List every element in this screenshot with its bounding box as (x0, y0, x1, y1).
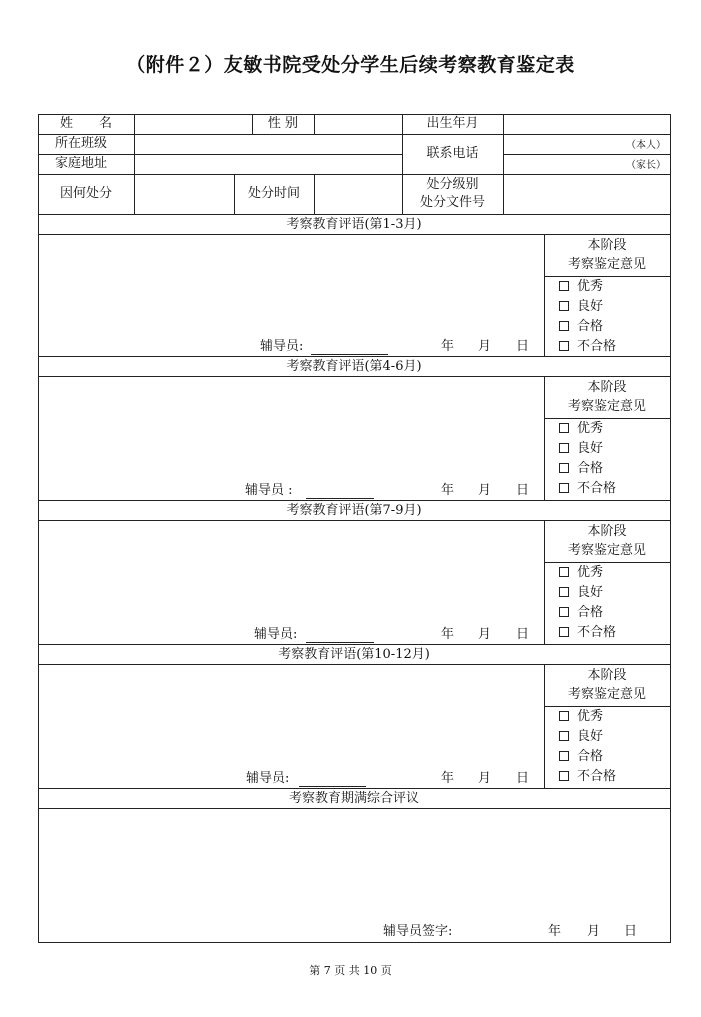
opinion-option[interactable] (559, 769, 616, 785)
counselor-label: 辅导员: (260, 339, 304, 354)
month-label: 月 (478, 771, 492, 786)
option-label: 良好 (577, 299, 604, 314)
year-label: 年 (441, 339, 455, 354)
year-label: 年 (441, 483, 455, 498)
summary-header: 考察教育期满综合评议 (288, 791, 419, 806)
document-number-label: 处分文件号 (419, 195, 485, 210)
checkbox[interactable] (559, 321, 569, 331)
checkbox[interactable] (559, 711, 569, 721)
option-label: 良好 (577, 729, 604, 744)
option-label: 良好 (577, 585, 604, 600)
opinion-option[interactable] (559, 585, 603, 601)
reason-label: 因何处分 (59, 186, 112, 201)
stage-header: 考察教育评语(第10-12月) (278, 647, 430, 662)
page-footer: 第 7 页 共 10 页 (309, 964, 392, 977)
punish-time-field[interactable] (315, 175, 401, 213)
checkbox[interactable] (559, 751, 569, 761)
checkbox[interactable] (559, 423, 569, 433)
opinion-option[interactable] (559, 481, 616, 497)
counselor-signature-field[interactable] (299, 773, 366, 787)
checkbox[interactable] (559, 731, 569, 741)
stage-header: 考察教育评语(第1-3月) (286, 217, 422, 232)
name-field[interactable] (135, 115, 251, 133)
opinion-option[interactable] (559, 709, 603, 725)
summary-day-label: 日 (624, 924, 638, 939)
checkbox[interactable] (559, 463, 569, 473)
stage-comment-area[interactable] (39, 521, 543, 623)
opinion-option[interactable] (559, 441, 603, 457)
option-label: 合格 (577, 605, 604, 620)
opinion-title-rule (544, 706, 671, 707)
opinion-title-rule (544, 418, 671, 419)
counselor-signature-field[interactable] (306, 485, 374, 499)
year-label: 年 (441, 771, 455, 786)
summary-year-label: 年 (548, 924, 562, 939)
table-rule (38, 500, 671, 501)
table-rule (38, 214, 671, 215)
opinion-option[interactable] (559, 605, 603, 621)
level-field[interactable] (504, 175, 669, 213)
option-label: 不合格 (577, 625, 617, 640)
day-label: 日 (516, 627, 530, 642)
opinion-option[interactable] (559, 625, 616, 641)
option-label: 良好 (577, 441, 604, 456)
counselor-signature-field[interactable] (306, 629, 374, 643)
checkbox[interactable] (559, 607, 569, 617)
checkbox[interactable] (559, 281, 569, 291)
day-label: 日 (516, 339, 530, 354)
opinion-subtitle: 考察鉴定意见 (567, 257, 646, 272)
opinion-option[interactable] (559, 279, 603, 295)
checkbox[interactable] (559, 567, 569, 577)
opinion-option[interactable] (559, 339, 616, 355)
opinion-subtitle: 考察鉴定意见 (567, 399, 646, 414)
gender-label: 性 别 (267, 116, 299, 131)
opinion-title-rule (544, 562, 671, 563)
summary-comment-area[interactable] (39, 809, 669, 919)
day-label: 日 (516, 771, 530, 786)
checkbox[interactable] (559, 483, 569, 493)
month-label: 月 (478, 627, 492, 642)
summary-month-label: 月 (587, 924, 601, 939)
option-label: 合格 (577, 319, 604, 334)
checkbox[interactable] (559, 301, 569, 311)
birth-field[interactable] (504, 115, 669, 133)
gender-field[interactable] (315, 115, 401, 133)
option-label: 合格 (577, 749, 604, 764)
phone-parent-field[interactable] (504, 155, 624, 173)
opinion-option[interactable] (559, 565, 603, 581)
stage-header: 考察教育评语(第7-9月) (286, 503, 422, 518)
address-label: 家庭地址 (55, 156, 108, 171)
name-label: 姓 名 (59, 116, 112, 131)
option-label: 合格 (577, 461, 604, 476)
signature-label: 辅导员签字: (383, 924, 453, 939)
opinion-title: 本阶段 (587, 668, 627, 683)
option-label: 优秀 (577, 279, 604, 294)
opinion-subtitle: 考察鉴定意见 (567, 687, 646, 702)
opinion-option[interactable] (559, 729, 603, 745)
opinion-option[interactable] (559, 461, 603, 477)
address-field[interactable] (135, 155, 401, 173)
phone-self-field[interactable] (504, 135, 624, 153)
document-title: （附件２）友敏书院受处分学生后续考察教育鉴定表 (126, 54, 575, 76)
opinion-title: 本阶段 (587, 524, 627, 539)
checkbox[interactable] (559, 341, 569, 351)
counselor-label: 辅导员: (254, 627, 298, 642)
opinion-title: 本阶段 (587, 380, 627, 395)
checkbox[interactable] (559, 443, 569, 453)
opinion-option[interactable] (559, 421, 603, 437)
phone-parent-label: （家长） (626, 160, 666, 171)
counselor-signature-field[interactable] (311, 341, 388, 355)
class-field[interactable] (135, 135, 401, 153)
opinion-option[interactable] (559, 299, 603, 315)
counselor-label: 辅导员: (246, 771, 290, 786)
option-label: 优秀 (577, 565, 604, 580)
checkbox[interactable] (559, 627, 569, 637)
opinion-option[interactable] (559, 319, 603, 335)
opinion-title: 本阶段 (587, 238, 627, 253)
counselor-label: 辅导员 : (245, 483, 293, 498)
opinion-option[interactable] (559, 749, 603, 765)
month-label: 月 (478, 339, 492, 354)
table-rule (38, 788, 671, 789)
opinion-title-rule (544, 276, 671, 277)
birth-label: 出生年月 (426, 116, 479, 131)
stage-comment-area[interactable] (39, 377, 543, 479)
checkbox[interactable] (559, 771, 569, 781)
table-rule (38, 644, 671, 645)
option-label: 不合格 (577, 339, 617, 354)
checkbox[interactable] (559, 587, 569, 597)
stage-header: 考察教育评语(第4-6月) (286, 359, 422, 374)
signature-field[interactable] (465, 922, 535, 938)
table-border-bottom (38, 942, 671, 943)
phone-self-label: （本人） (626, 140, 666, 151)
option-label: 优秀 (577, 421, 604, 436)
reason-field[interactable] (135, 175, 233, 213)
stage-comment-area[interactable] (39, 665, 543, 767)
option-label: 不合格 (577, 481, 617, 496)
class-label: 所在班级 (55, 136, 108, 151)
year-label: 年 (441, 627, 455, 642)
option-label: 优秀 (577, 709, 604, 724)
day-label: 日 (516, 483, 530, 498)
table-rule (38, 356, 671, 357)
table-border-right (670, 114, 671, 943)
stage-comment-area[interactable] (39, 235, 543, 335)
punish-time-label: 处分时间 (247, 186, 300, 201)
option-label: 不合格 (577, 769, 617, 784)
opinion-subtitle: 考察鉴定意见 (567, 543, 646, 558)
month-label: 月 (478, 483, 492, 498)
phone-label: 联系电话 (426, 146, 479, 161)
level-label: 处分级别 (426, 177, 479, 192)
